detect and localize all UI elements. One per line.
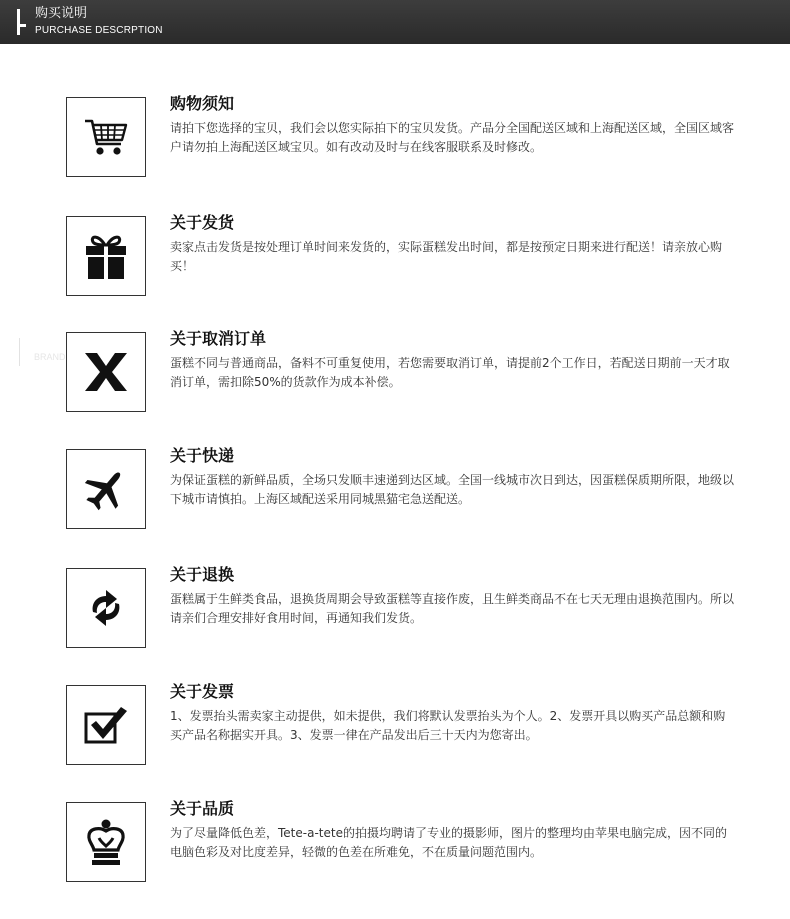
info-item-returns — [0, 565, 790, 650]
item-title: 关于快递 — [170, 446, 235, 465]
shopping-cart-icon — [66, 97, 146, 177]
info-item-invoice — [0, 682, 790, 767]
item-description: 蛋糕不同与普通商品，备料不可重复使用，若您需要取消订单，请提前2个工作日，若配送日期前一天才取消订单，需扣除50%的货款作为成本补偿。 — [170, 356, 730, 389]
item-title: 购物须知 — [170, 94, 235, 113]
info-item-cancel-order — [0, 329, 790, 414]
item-description: 1、发票抬头需卖家主动提供，如未提供，我们将默认发票抬头为个人。2、发票开具以购买产品总额和购买产品名称据实开具。3、发票一律在产品发出后三十天内为您寄出。 — [170, 709, 726, 742]
header-accent-bar — [17, 9, 20, 35]
crown-icon — [66, 802, 146, 882]
item-description: 蛋糕属于生鲜类食品，退换货周期会导致蛋糕等直接作废，且生鲜类商品不在七天无理由退换范围内。所以请亲们合理安排好食用时间，再通知我们发货。 — [170, 592, 735, 625]
item-title: 关于发票 — [170, 682, 235, 701]
item-description: 卖家点击发货是按处理订单时间来发货的，实际蛋糕发出时间，都是按预定日期来进行配送！请亲放心购买！ — [170, 240, 723, 273]
header-accent-tick — [17, 24, 26, 27]
info-item-express — [0, 446, 790, 531]
item-title: 关于品质 — [170, 799, 235, 818]
refresh-icon — [66, 568, 146, 648]
item-title: 关于退换 — [170, 565, 235, 584]
airplane-icon — [66, 449, 146, 529]
watermark-text: BRAND — [34, 352, 66, 362]
info-item-shipping — [0, 213, 790, 298]
info-item-shopping — [0, 94, 790, 179]
item-title: 关于取消订单 — [170, 329, 267, 348]
checkbox-icon — [66, 685, 146, 765]
page-subtitle: PURCHASE DESCRPTION — [35, 25, 163, 36]
info-item-quality — [0, 799, 790, 884]
gift-icon — [66, 216, 146, 296]
header-bar — [0, 0, 790, 44]
page-title: 购买说明 — [35, 6, 88, 21]
item-description: 为了尽量降低色差，Tete-a-tete的拍摄均聘请了专业的摄影师，图片的整理均由苹果电脑完成，因不同的电脑色彩及对比度差异，轻微的色差在所难免，不在质量问题范围内。 — [170, 826, 727, 859]
item-title: 关于发货 — [170, 213, 235, 232]
cross-icon — [66, 332, 146, 412]
item-description: 为保证蛋糕的新鲜品质，全场只发顺丰速递到达区域。全国一线城市次日到达，因蛋糕保质期所限，地级以下城市请慎拍。上海区域配送采用同城黑猫宅急送配送。 — [170, 473, 735, 506]
item-description: 请拍下您选择的宝贝，我们会以您实际拍下的宝贝发货。产品分全国配送区域和上海配送区域，全国区域客户请勿拍上海配送区域宝贝。如有改动及时与在线客服联系及时修改。 — [170, 121, 735, 154]
